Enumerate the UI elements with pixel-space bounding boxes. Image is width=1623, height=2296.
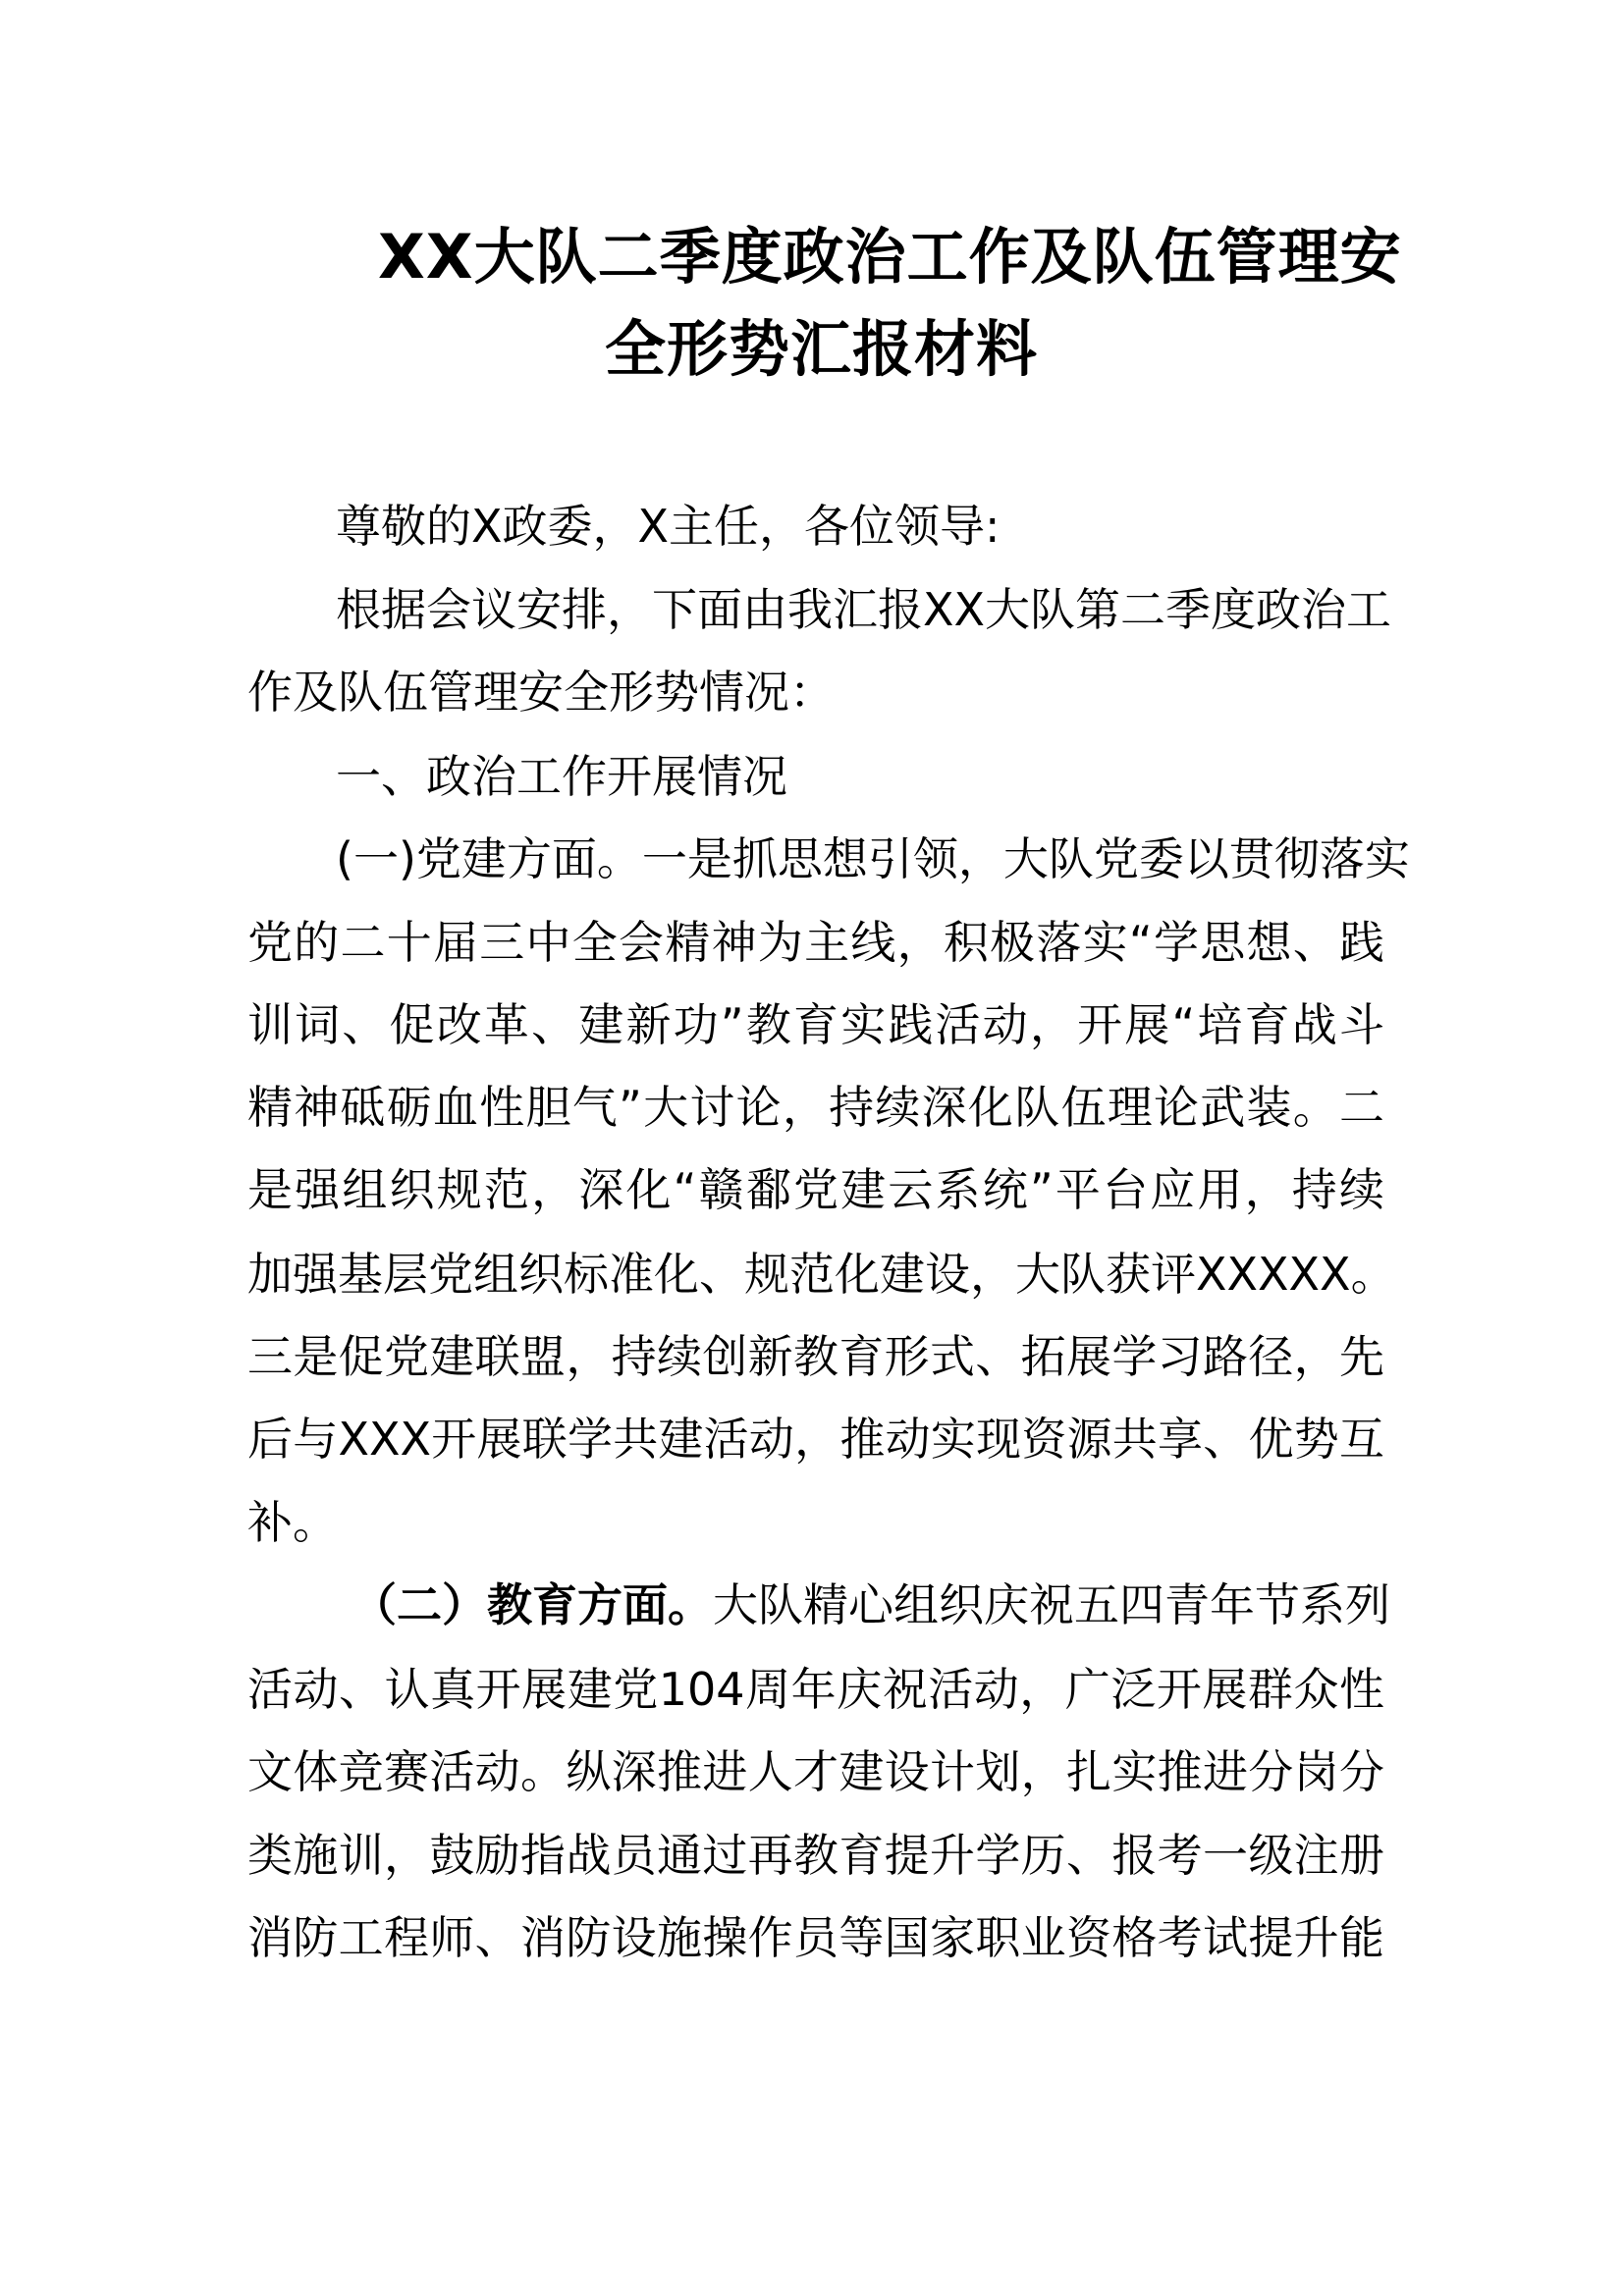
para2-line [352,1575,1390,1634]
para1-line: 是强组织规范，深化“赣鄱党建云系统”平台应用，持续 [247,1163,1384,1216]
salutation: 尊敬的X政委，X主任，各位领导: [336,500,1001,553]
para2-line: 类施训，鼓励指战员通过再教育提升学历、报考一级注册 [247,1829,1384,1882]
para2-line: 消防工程师、消防设施操作员等国家职业资格考试提升能 [247,1911,1384,1964]
para1-line: 精神砥砺血性胆气”大讨论，持续深化队伍理论武装。二 [247,1081,1384,1134]
para1-line: 训词、促改革、建新功”教育实践活动，开展“培育战斗 [247,998,1384,1051]
para2-line: 文体竞赛活动。纵深推进人才建设计划，扎实推进分岗分 [247,1745,1384,1798]
para1-line: 党的二十届三中全会精神为主线，积极落实“学思想、践 [247,916,1384,969]
para2-heading: （二）教育方面。 [352,1578,713,1631]
section-heading: 一、政治工作开展情况 [336,750,787,803]
intro-line: 作及队伍管理安全形势情况： [247,666,835,719]
para1-line: (一)党建方面。一是抓思想引领，大队党委以贯彻落实 [336,832,1410,885]
para2-text: 大队精心组织庆祝五四青年节系列 [713,1578,1390,1631]
para2-line: 活动、认真开展建党104周年庆祝活动，广泛开展群众性 [247,1663,1384,1716]
para1-line: 三是促党建联盟，持续创新教育形式、拓展学习路径，先 [247,1330,1384,1383]
title-line-2: 全形势汇报材料 [605,313,1039,385]
intro-line: 根据会议安排，下面由我汇报XX大队第二季度政治工 [336,583,1392,636]
title-line-1: XX大队二季度政治工作及队伍管理安 [378,221,1402,293]
para1-line: 加强基层党组织标准化、规范化建设，大队获评XXXXX。 [247,1248,1396,1301]
para1-line: 后与XXX开展联学共建活动，推动实现资源共享、优势互 [247,1413,1384,1466]
para1-line: 补。 [247,1496,338,1549]
